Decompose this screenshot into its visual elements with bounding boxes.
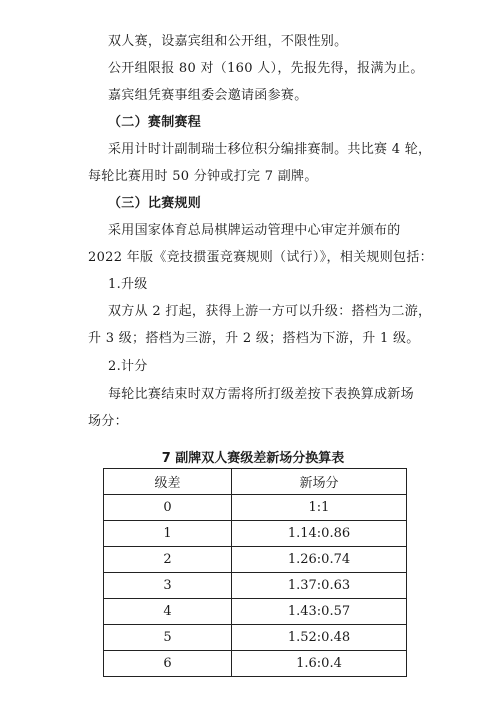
subheading-upgrade: 1.升级	[108, 277, 148, 292]
cell-level-diff: 6	[104, 651, 232, 677]
paragraph-scoring-line2: 场分：	[88, 414, 128, 429]
cell-new-score: 1:1	[232, 495, 407, 521]
cell-level-diff: 0	[104, 495, 232, 521]
cell-new-score: 1.14:0.86	[232, 521, 407, 547]
table-row	[104, 521, 407, 547]
paragraph-open-group-limit: 公开组限报 80 对（160 人），先报先得，报满为止。	[108, 61, 424, 76]
cell-new-score: 1.26:0.74	[232, 547, 407, 573]
table-row	[104, 573, 407, 599]
subheading-scoring: 2.计分	[108, 359, 148, 374]
paragraph-upgrade-line2: 升 3 级；搭档为三游，升 2 级；搭档为下游，升 1 级。	[88, 331, 420, 346]
section-heading-format: （二）赛制赛程	[108, 115, 202, 130]
table-title: 7 副牌双人赛级差新场分换算表	[161, 451, 345, 466]
header-new-score: 新场分	[232, 469, 407, 495]
paragraph-scoring-line1: 每轮比赛结束时双方需将所打级差按下表换算成新场	[108, 387, 414, 402]
cell-level-diff: 2	[104, 547, 232, 573]
table-row	[104, 547, 407, 573]
cell-new-score: 1.43:0.57	[232, 599, 407, 625]
section-heading-rules: （三）比赛规则	[108, 196, 202, 211]
table-row	[104, 625, 407, 651]
header-level-diff: 级差	[104, 469, 232, 495]
paragraph-guest-group: 嘉宾组凭赛事组委会邀请函参赛。	[108, 88, 308, 103]
paragraph-upgrade-line1: 双方从 2 打起，获得上游一方可以升级：搭档为二游，	[108, 304, 432, 319]
cell-new-score: 1.6:0.4	[232, 651, 407, 677]
paragraph-format-line1: 采用计时计副制瑞士移位积分编排赛制。共比赛 4 轮，	[108, 142, 432, 157]
cell-level-diff: 3	[104, 573, 232, 599]
cell-level-diff: 4	[104, 599, 232, 625]
table-header-row	[104, 469, 407, 495]
cell-new-score: 1.37:0.63	[232, 573, 407, 599]
paragraph-rules-line2: 2022 年版《竞技掼蛋竞赛规则（试行）》，相关规则包括：	[88, 250, 433, 265]
paragraph-participants: 双人赛，设嘉宾组和公开组，不限性别。	[108, 34, 348, 49]
paragraph-format-line2: 每轮比赛用时 50 分钟或打完 7 副牌。	[88, 169, 318, 184]
table-row	[104, 599, 407, 625]
cell-level-diff: 5	[104, 625, 232, 651]
paragraph-rules-line1: 采用国家体育总局棋牌运动管理中心审定并颁布的	[108, 223, 401, 238]
cell-level-diff: 1	[104, 521, 232, 547]
cell-new-score: 1.52:0.48	[232, 625, 407, 651]
score-conversion-table	[103, 468, 407, 677]
table-row	[104, 651, 407, 677]
table-row	[104, 495, 407, 521]
